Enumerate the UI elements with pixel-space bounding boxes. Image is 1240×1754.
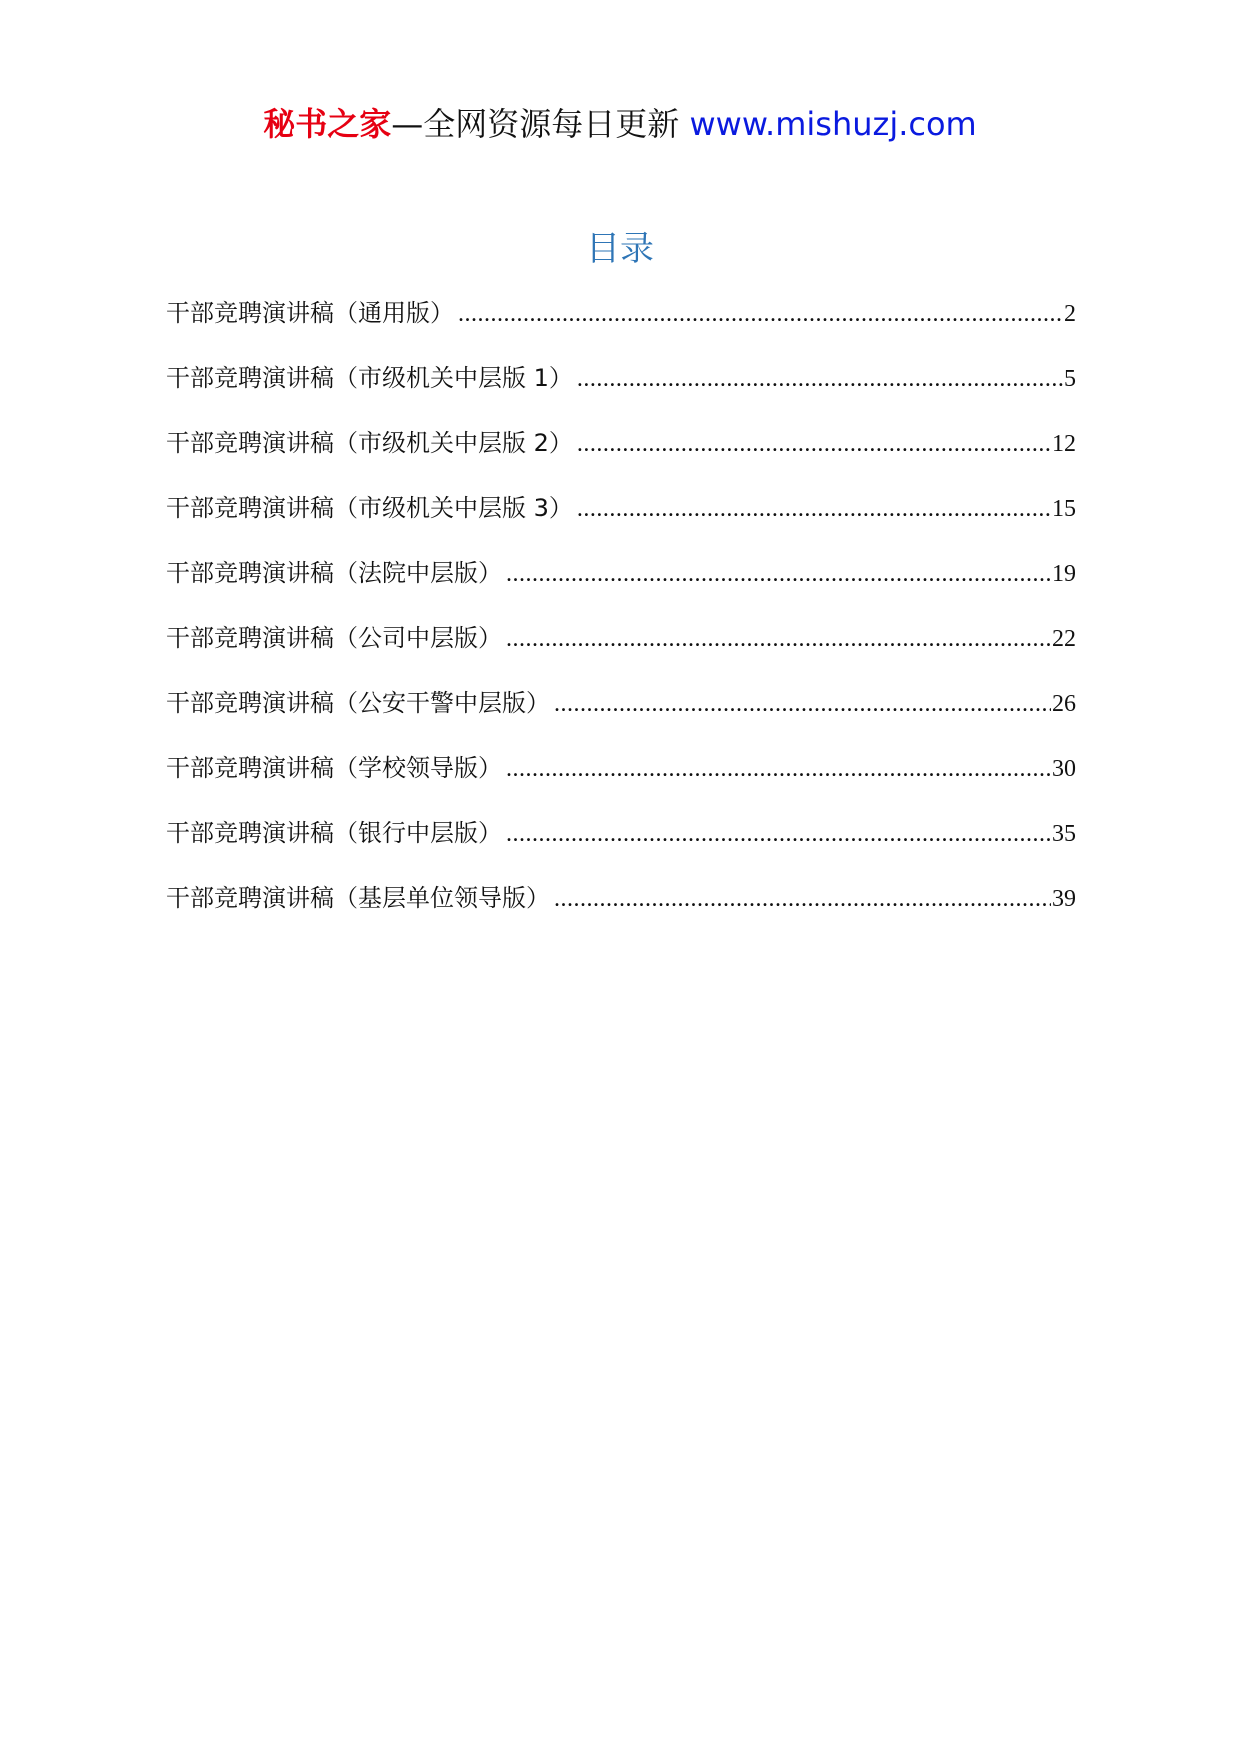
- toc-entry-title: 干部竞聘演讲稿（市级机关中层版 1）: [166, 364, 573, 392]
- toc-entry[interactable]: [166, 491, 1076, 556]
- toc-entry-page: 35: [1052, 821, 1076, 847]
- toc-entry[interactable]: [166, 686, 1076, 751]
- toc-entry[interactable]: [166, 816, 1076, 881]
- toc-entry-title: 干部竞聘演讲稿（银行中层版）: [166, 819, 502, 847]
- toc-entry-page: 22: [1052, 626, 1076, 652]
- toc-entry-title: 干部竞聘演讲稿（学校领导版）: [166, 754, 502, 782]
- toc-entry-page: 30: [1052, 756, 1076, 782]
- page-header: [0, 102, 1240, 146]
- toc-entry-page: 19: [1052, 561, 1076, 587]
- toc-dot-leader: [506, 557, 1051, 591]
- toc-dot-leader: [506, 817, 1051, 851]
- toc-entry-title: 干部竞聘演讲稿（法院中层版）: [166, 559, 502, 587]
- toc-entry-title: 干部竞聘演讲稿（市级机关中层版 2）: [166, 429, 573, 457]
- toc-entry-title: 干部竞聘演讲稿（公安干警中层版）: [166, 689, 550, 717]
- toc-dot-leader: [506, 622, 1051, 656]
- toc-entry[interactable]: [166, 556, 1076, 621]
- toc-dot-leader: [506, 752, 1051, 786]
- toc-dot-leader: [554, 882, 1051, 916]
- toc-entry-page: 12: [1052, 431, 1076, 457]
- toc-dot-leader: [577, 362, 1063, 396]
- toc-entry-page: 26: [1052, 691, 1076, 717]
- toc-entry-page: 5: [1064, 366, 1076, 392]
- toc-entry[interactable]: [166, 296, 1076, 361]
- toc-entry[interactable]: [166, 426, 1076, 491]
- toc-entry[interactable]: [166, 751, 1076, 816]
- toc-dot-leader: [577, 427, 1051, 461]
- brand-name: 秘书之家: [263, 105, 392, 143]
- toc-entry-title: 干部竞聘演讲稿（通用版）: [166, 299, 454, 327]
- toc-dot-leader: [554, 687, 1051, 721]
- toc-entry[interactable]: [166, 881, 1076, 946]
- toc-entry-title: 干部竞聘演讲稿（基层单位领导版）: [166, 884, 550, 912]
- toc-entry-page: 15: [1052, 496, 1076, 522]
- table-of-contents: [166, 296, 1076, 946]
- header-slogan: —全网资源每日更新: [391, 105, 680, 143]
- toc-entry-page: 39: [1052, 886, 1076, 912]
- toc-title: 目录: [586, 229, 654, 269]
- site-link[interactable]: www.mishuzj.com: [689, 105, 977, 143]
- toc-entry-page: 2: [1064, 301, 1076, 327]
- toc-entry-title: 干部竞聘演讲稿（市级机关中层版 3）: [166, 494, 573, 522]
- toc-dot-leader: [577, 492, 1051, 526]
- toc-entry[interactable]: [166, 621, 1076, 686]
- toc-dot-leader: [458, 297, 1063, 331]
- toc-entry-title: 干部竞聘演讲稿（公司中层版）: [166, 624, 502, 652]
- toc-entry[interactable]: [166, 361, 1076, 426]
